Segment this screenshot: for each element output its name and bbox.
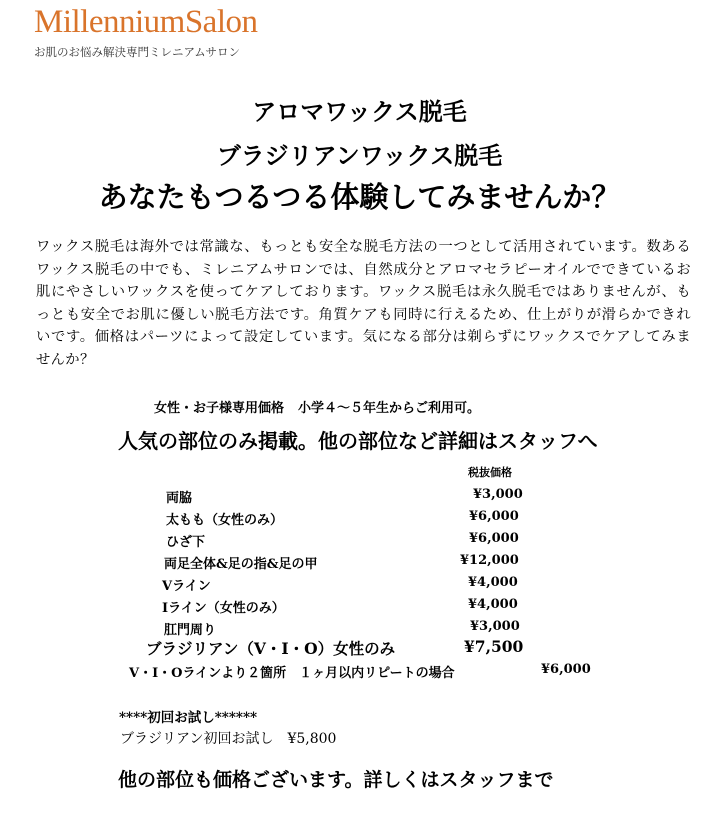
price-row-name: 両足全体&足の指&足の甲 [164, 557, 318, 572]
price-row-name: ブラジリアン（V・I・O）女性のみ [146, 639, 396, 658]
price-row-name: V・I・Oラインより２箇所 １ヶ月以内リピートの場合 [129, 666, 455, 681]
price-row-price: ¥6,000 [469, 531, 519, 546]
intro-paragraph: ワックス脱毛は海外では常識な、もっとも安全な脱毛方法の一つとして活用されています。数あるワックス脱毛の中でも、ミレニアムサロンでは、自然成分とアロマセラピーオイルでできているお肌にやさしいワックスを使ってケアしております。ワックス脱毛は永久脱毛ではありませんが、もっとも安全でお肌に優しい脱毛方法です。角質ケアも同時に行えるため、仕上がりが滑らかできれいです。価格はパーツによって設定しています。気になる部分は剃らずにワックスでケアしてみませんか？ [36, 239, 691, 368]
price-row-price: ¥3,000 [473, 487, 523, 502]
price-row-name: 太もも（女性のみ） [166, 513, 284, 528]
tax-excluded-label: 税抜価格 [468, 466, 512, 479]
price-row-name: Vライン [162, 579, 211, 594]
price-row-name: 肛門周り [164, 623, 217, 638]
price-row-name: ひざ下 [166, 535, 206, 550]
price-note-age: 小学４～５年生からご利用可。 [298, 401, 481, 416]
price-row-price: ¥7,500 [464, 637, 524, 656]
price-note-label: 女性・お子様専用価格 [154, 401, 285, 416]
price-row-price: ¥6,000 [541, 662, 591, 677]
closing-note: 他の部位も価格ございます。詳しくはスタッフまで [118, 769, 554, 791]
title-invitation: あなたもつるつる体験してみませんか？ [98, 180, 621, 214]
title-aroma-wax: アロマワックス脱毛 [252, 97, 467, 126]
salon-tagline: お肌のお悩み解決専門ミレニアムサロン [34, 45, 240, 59]
salon-logo: MillenniumSalon [34, 4, 258, 40]
price-row-name: Iライン（女性のみ） [162, 601, 285, 616]
price-row-price: ¥6,000 [469, 509, 519, 524]
title-brazilian-wax: ブラジリアンワックス脱毛 [216, 141, 503, 170]
price-row-price: ¥3,000 [470, 619, 520, 634]
trial-header: ****初回お試し****** [119, 710, 258, 726]
price-row-price: ¥4,000 [468, 597, 518, 612]
price-row-price: ¥12,000 [460, 553, 519, 568]
popular-parts-headline: 人気の部位のみ掲載。他の部位など詳細はスタッフへ [118, 429, 598, 453]
price-row-price: ¥4,000 [468, 575, 518, 590]
price-note [154, 397, 480, 416]
trial-offer: ブラジリアン初回お試し ¥5,800 [120, 731, 337, 747]
price-row-name: 両脇 [166, 491, 193, 506]
